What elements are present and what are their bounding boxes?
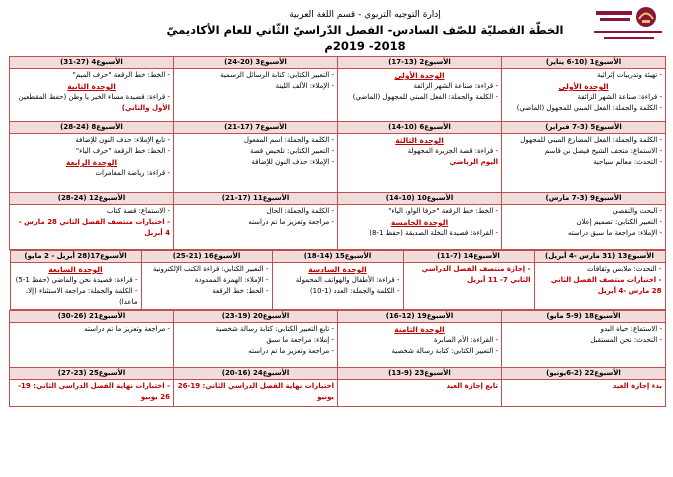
week-cell [141, 251, 272, 310]
lesson-line: - مراجعة وتعزيز ما تم دراسته [248, 218, 334, 226]
week-cell [338, 57, 502, 122]
week-cell [174, 368, 338, 407]
week-row [10, 368, 666, 407]
week-cell [174, 57, 338, 122]
unit-heading: الوحدة الأولى [558, 82, 609, 91]
week-label: الأسبوع13 (31 مارس -4 أبريل) [535, 251, 665, 263]
week-label: الأسبوع23 (9-13) [338, 368, 501, 380]
lesson-line: - التحدث: ملابس وثقافات [587, 265, 662, 273]
lesson-line: - الخط: خط الرقعة "حرف الميم" [72, 71, 170, 79]
week-cell [10, 193, 174, 250]
week-row [10, 251, 665, 310]
lesson-line: الثاني 7- 11 أبريل [467, 276, 531, 284]
week-cell [10, 251, 141, 310]
lesson-line: - القراءة: قصيدة النخلة الصديقة (حفظ 1-8) [369, 229, 498, 237]
week-label: الأسبوع9 (3-7 مارس) [502, 193, 665, 205]
lesson-line: اليوم الرياضي [449, 158, 498, 166]
lesson-line: 4 أبريل [144, 229, 170, 237]
week-label: الأسبوع25 (23-27) [10, 368, 173, 380]
lesson-line: يونيو [317, 393, 334, 401]
week-cell [502, 193, 666, 250]
week-cell [502, 122, 666, 193]
lesson-line: - الاستماع: قصة كتاب [106, 207, 170, 215]
semester-plan-table [9, 56, 666, 407]
week-label: الأسبوع24 (16-20) [174, 368, 337, 380]
week-label: الأسبوع8 (24-28) [10, 122, 173, 134]
week-label: الأسبوع18 (9-5 مايو) [502, 311, 665, 323]
lesson-line: - قراءة: صناعة الشهر الزائفة [577, 93, 662, 101]
lesson-line: - قراءة: الأطفال والهواتف المحمولة [295, 276, 400, 284]
week-cell [502, 368, 666, 407]
plan-title: الخطّة الفصليّة للصّف السادس- الفصل الدّراسيّ الثّاني للعام الأكاديميّ 2018- 2019م [166, 23, 564, 53]
lesson-line: - قراءة: رياضة المغامرات [95, 169, 170, 177]
week-content [10, 380, 173, 404]
week-content [535, 263, 665, 298]
week-content [174, 205, 337, 229]
week-cell [338, 122, 502, 193]
week-label: الأسبوع17(28 أبريل - 2 مايو) [11, 251, 141, 263]
week-cell [502, 57, 666, 122]
week-content [338, 69, 501, 104]
lesson-line: - الكلمة والجملة: الحال [266, 207, 334, 215]
week-cell [174, 122, 338, 193]
week-label: الأسبوع5 (3-7 فبراير) [502, 122, 665, 134]
lesson-line: - تابع الإملاء: حذف النون للإضافة [75, 136, 170, 144]
week-content [10, 69, 173, 115]
week-label: الأسبوع6 (10-14) [338, 122, 501, 134]
week-label: الأسبوع12 (24-28) [10, 193, 173, 205]
week-content [174, 380, 337, 404]
unit-heading: الوحدة الثانية [67, 82, 116, 91]
week-cell [174, 311, 338, 368]
lesson-line: - التعبير الكتابي: تصميم إعلان [576, 218, 662, 226]
lesson-line: - الكلمة والجملة: العدد (1-10) [309, 287, 400, 295]
lesson-line: - مراجعة وتعزيز ما تم دراسته [84, 325, 170, 333]
lesson-line: - الخط: خط الرقعة "حرف الياء" [75, 147, 170, 155]
five-week-row-wrapper [10, 250, 666, 311]
week-content [404, 263, 534, 287]
week-content [11, 263, 141, 309]
unit-heading: الوحدة السادسة [308, 265, 367, 274]
week-cell [272, 251, 403, 310]
lesson-line: - الإملاء: الهمزة الممدودة [194, 276, 269, 284]
lesson-line: الأول والثاني) [121, 104, 170, 112]
lesson-line: - البحث والتقصي [612, 207, 662, 215]
week-cell [338, 193, 502, 250]
department-line: إدارة التوجيه التربوي - قسم اللغة العربية [289, 10, 441, 20]
week-content [10, 205, 173, 240]
lesson-line: - تهيئة وتدريبات إثرائية [596, 71, 662, 79]
week-cell [10, 368, 174, 407]
unit-heading: الوحدة الثامنة [394, 325, 445, 334]
lesson-line: اختبارات نهاية الفصل الدراسي الثاني: 19-26 [177, 382, 334, 390]
week-content [273, 263, 403, 298]
week-content [338, 205, 501, 240]
lesson-line: - تابع التعبير الكتابي: كتابة رسالة شخصية [215, 325, 334, 333]
week-cell [174, 193, 338, 250]
unit-heading: الوحدة الرابعة [65, 158, 118, 167]
week-label: الأسبوع7 (17-21) [174, 122, 337, 134]
lesson-line: 28 مارس -4 أبريل [597, 287, 662, 295]
document-header [150, 8, 580, 54]
lesson-line: - التحدث: نحن المستقبل [590, 336, 662, 344]
week-label: الأسبوع11 (17-21) [174, 193, 337, 205]
week-row [10, 57, 666, 122]
lesson-line: - الإملاء: حذف النون للإضافة [251, 158, 334, 166]
week-content [10, 323, 173, 336]
lesson-line: - الإملاء: الألف اللينة [275, 82, 334, 90]
week-row [10, 122, 666, 193]
lesson-line: ماعدا) [119, 298, 138, 306]
week-label: الأسبوع14 (7-11) [404, 251, 534, 263]
week-label: الأسبوع3 (20-24) [174, 57, 337, 69]
week-content [338, 380, 501, 393]
lesson-line: - قراءة: قصيدة نحن والماضي (حفظ 1-5) [15, 276, 138, 284]
week-content [10, 134, 173, 180]
week-label: الأسبوع16 (21-25) [142, 251, 272, 263]
week-content [142, 263, 272, 298]
week-content [502, 69, 665, 115]
week-cell [534, 251, 665, 310]
unit-heading: الوحدة الأولى [394, 71, 445, 80]
week-cell [338, 368, 502, 407]
week-label: الأسبوع1 (10-6 يناير) [502, 57, 665, 69]
week-label: الأسبوع22 (2-6يونيو) [502, 368, 665, 380]
lesson-line: - قراءة: صناعة الشهر الزائفة [413, 82, 498, 90]
five-week-table [10, 250, 666, 310]
lesson-line: - التعبير الكتابي: تلخيص قصة [249, 147, 334, 155]
week-content [174, 323, 337, 358]
lesson-line: - قراءة: قصة الجزيرة المجهولة [407, 147, 498, 155]
lesson-line: - الكلمة والجملة: الفعل المبني للمجهول (الماضي) [516, 104, 662, 112]
lesson-line: - الاستماع: حياة البدو [600, 325, 662, 333]
lesson-line: - اختبارات نهاية الفصل الدراسي الثاني: 19- [18, 382, 170, 390]
week-label: الأسبوع19 (12-16) [338, 311, 501, 323]
lesson-line: - التحدث: معالم سياحية [593, 158, 662, 166]
lesson-line: - قراءة: قصيدة مساء الخير يا وطن (حفظ المقطعين [18, 93, 170, 101]
unit-heading: الوحدة السابعة [48, 265, 103, 274]
lesson-line: - الكلمة والجملة: مراجعة الاستثناء (إلا، [25, 287, 138, 295]
week-cell [502, 311, 666, 368]
week-cell [10, 57, 174, 122]
lesson-line: - الخط: خط الرقعة [212, 287, 269, 295]
lesson-line: - مراجعة وتعزيز ما تم دراسته [248, 347, 334, 355]
lesson-line: - الإملاء: مراجعة ما سبق دراسته [567, 229, 662, 237]
week-content [338, 323, 501, 358]
week-label: الأسبوع21 (26-30) [10, 311, 173, 323]
week-label: الأسبوع15 (14-18) [273, 251, 403, 263]
lesson-line: - اختبارات منتصف الفصل الثاني 28 مارس - [18, 218, 170, 226]
lesson-line: - الكلمة والجملة: الفعل المبني للمجهول (الماضي) [352, 93, 498, 101]
week-row [10, 311, 666, 368]
lesson-line: - الاستماع: متحف الشيخ فيصل بن قاسم [544, 147, 662, 155]
lesson-line: - اختبارات منتصف الفصل الثاني [550, 276, 662, 284]
lesson-line: 26 يونيو [140, 393, 170, 401]
lesson-line: بدء إجازة العيد [612, 382, 662, 390]
lesson-line: - الخط: خط الرقعة "حرفا الواو، الياء" [388, 207, 498, 215]
lesson-line: - القراءة: الأم الصابرة [434, 336, 498, 344]
week-label: الأسبوع2 (13-17) [338, 57, 501, 69]
week-content [502, 323, 665, 347]
lesson-line: - الكلمة والجملة: اسم المفعول [243, 136, 334, 144]
week-row [10, 193, 666, 250]
week-content [502, 205, 665, 240]
unit-heading: الوحدة الثالثة [395, 136, 444, 145]
lesson-line: - التعبير الكتابي: قراءة الكتب الإلكترونية [152, 265, 269, 273]
week-cell [10, 122, 174, 193]
week-content [174, 69, 337, 93]
week-content [174, 134, 337, 169]
week-content [502, 134, 665, 169]
week-label: الأسبوع20 (19-23) [174, 311, 337, 323]
lesson-line: - التعبير الكتابي: كتابة الرسائل الرسمية [220, 71, 334, 79]
week-content [338, 134, 501, 169]
lesson-line: تابع إجازة العيد [446, 382, 498, 390]
lesson-line: - التعبير الكتابي: كتابة رسالة شخصية [391, 347, 498, 355]
unit-heading: الوحدة الخامسة [390, 218, 449, 227]
week-cell [10, 311, 174, 368]
lesson-line: - إجازة منتصف الفصل الدراسي [421, 265, 531, 273]
week-content [502, 380, 665, 393]
week-row [10, 250, 666, 311]
week-label: الأسبوع10 (10-14) [338, 193, 501, 205]
lesson-line: - الكلمة والجملة: الفعل المضارع المبني للمجهول [520, 136, 662, 144]
week-label: الأسبوع4 (27-31) [10, 57, 173, 69]
week-cell [403, 251, 534, 310]
lesson-line: - إملاء: مراجعة ما سبق [266, 336, 334, 344]
week-cell [338, 311, 502, 368]
ministry-logo [592, 4, 664, 46]
